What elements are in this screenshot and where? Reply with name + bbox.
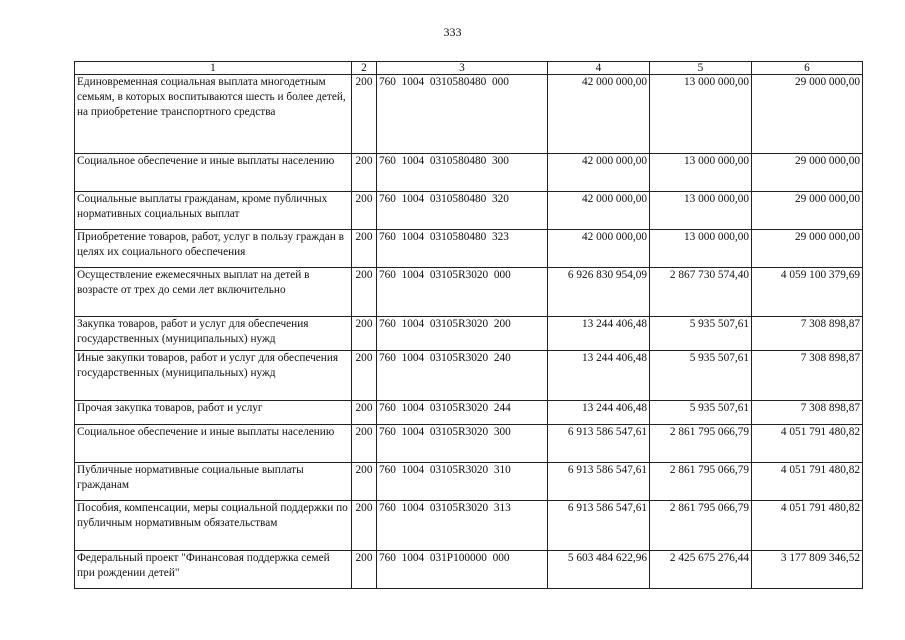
table-row bbox=[75, 268, 863, 317]
amount-col5: 13 000 000,00 bbox=[650, 230, 752, 268]
code-col2: 200 bbox=[352, 401, 377, 425]
amount-col6: 4 051 791 480,82 bbox=[752, 425, 863, 463]
table-row bbox=[75, 425, 863, 463]
code-col2: 200 bbox=[352, 268, 377, 317]
item-name: Социальные выплаты гражданам, кроме публичных нормативных социальных выплат bbox=[75, 192, 352, 230]
amount-col4: 13 244 406,48 bbox=[548, 351, 650, 401]
code-col2: 200 bbox=[352, 230, 377, 268]
amount-col5: 5 935 507,61 bbox=[650, 401, 752, 425]
amount-col6: 7 308 898,87 bbox=[752, 401, 863, 425]
budget-code: 760 1004 03105R3020 313 bbox=[377, 501, 548, 551]
amount-col5: 2 861 795 066,79 bbox=[650, 501, 752, 551]
column-header: 4 bbox=[548, 62, 650, 75]
table-row bbox=[75, 463, 863, 501]
amount-col5: 2 861 795 066,79 bbox=[650, 425, 752, 463]
code-col2: 200 bbox=[352, 154, 377, 192]
amount-col4: 42 000 000,00 bbox=[548, 75, 650, 154]
amount-col5: 2 861 795 066,79 bbox=[650, 463, 752, 501]
column-header: 5 bbox=[650, 62, 752, 75]
amount-col6: 29 000 000,00 bbox=[752, 192, 863, 230]
page-number: 333 bbox=[443, 25, 462, 39]
budget-code: 760 1004 0310580480 000 bbox=[377, 75, 548, 154]
code-col2: 200 bbox=[352, 317, 377, 351]
code-col2: 200 bbox=[352, 425, 377, 463]
column-header: 3 bbox=[377, 62, 548, 75]
table-row bbox=[75, 317, 863, 351]
amount-col6: 29 000 000,00 bbox=[752, 154, 863, 192]
amount-col4: 6 926 830 954,09 bbox=[548, 268, 650, 317]
table-row bbox=[75, 192, 863, 230]
code-col2: 200 bbox=[352, 75, 377, 154]
amount-col5: 5 935 507,61 bbox=[650, 351, 752, 401]
budget-code: 760 1004 0310580480 300 bbox=[377, 154, 548, 192]
budget-code: 760 1004 0310580480 323 bbox=[377, 230, 548, 268]
item-name: Приобретение товаров, работ, услуг в пользу граждан в целях их социального обеспечения bbox=[75, 230, 352, 268]
amount-col6: 7 308 898,87 bbox=[752, 351, 863, 401]
amount-col5: 2 425 675 276,44 bbox=[650, 551, 752, 589]
code-col2: 200 bbox=[352, 463, 377, 501]
item-name: Публичные нормативные социальные выплаты гражданам bbox=[75, 463, 352, 501]
budget-code: 760 1004 03105R3020 240 bbox=[377, 351, 548, 401]
code-col2: 200 bbox=[352, 501, 377, 551]
amount-col4: 42 000 000,00 bbox=[548, 230, 650, 268]
amount-col4: 42 000 000,00 bbox=[548, 192, 650, 230]
amount-col6: 4 051 791 480,82 bbox=[752, 501, 863, 551]
code-col2: 200 bbox=[352, 551, 377, 589]
code-col2: 200 bbox=[352, 192, 377, 230]
table-row bbox=[75, 551, 863, 589]
table-row bbox=[75, 75, 863, 154]
header-row bbox=[75, 62, 863, 75]
item-name: Закупка товаров, работ и услуг для обеспечения государственных (муниципальных) нужд bbox=[75, 317, 352, 351]
column-header: 6 bbox=[752, 62, 863, 75]
table-row bbox=[75, 501, 863, 551]
amount-col5: 13 000 000,00 bbox=[650, 75, 752, 154]
item-name: Социальное обеспечение и иные выплаты населению bbox=[75, 425, 352, 463]
budget-code: 760 1004 03105R3020 200 bbox=[377, 317, 548, 351]
budget-code: 760 1004 03105R3020 300 bbox=[377, 425, 548, 463]
amount-col4: 6 913 586 547,61 bbox=[548, 425, 650, 463]
amount-col4: 5 603 484 622,96 bbox=[548, 551, 650, 589]
budget-code: 760 1004 031P100000 000 bbox=[377, 551, 548, 589]
table-row bbox=[75, 230, 863, 268]
amount-col4: 6 913 586 547,61 bbox=[548, 501, 650, 551]
amount-col6: 4 051 791 480,82 bbox=[752, 463, 863, 501]
item-name: Прочая закупка товаров, работ и услуг bbox=[75, 401, 352, 425]
amount-col6: 29 000 000,00 bbox=[752, 230, 863, 268]
budget-code: 760 1004 0310580480 320 bbox=[377, 192, 548, 230]
amount-col4: 13 244 406,48 bbox=[548, 401, 650, 425]
item-name: Социальное обеспечение и иные выплаты населению bbox=[75, 154, 352, 192]
code-col2: 200 bbox=[352, 351, 377, 401]
table-row bbox=[75, 154, 863, 192]
budget-code: 760 1004 03105R3020 000 bbox=[377, 268, 548, 317]
table-row bbox=[75, 351, 863, 401]
item-name: Федеральный проект "Финансовая поддержка семей при рождении детей" bbox=[75, 551, 352, 589]
amount-col6: 29 000 000,00 bbox=[752, 75, 863, 154]
amount-col6: 7 308 898,87 bbox=[752, 317, 863, 351]
amount-col5: 5 935 507,61 bbox=[650, 317, 752, 351]
column-header: 1 bbox=[75, 62, 352, 75]
amount-col4: 42 000 000,00 bbox=[548, 154, 650, 192]
amount-col6: 4 059 100 379,69 bbox=[752, 268, 863, 317]
budget-table bbox=[74, 61, 863, 589]
item-name: Единовременная социальная выплата многодетным семьям, в которых воспитываются шесть и более детей, на приобретение транспортного средства bbox=[75, 75, 352, 154]
budget-code: 760 1004 03105R3020 244 bbox=[377, 401, 548, 425]
item-name: Иные закупки товаров, работ и услуг для обеспечения государственных (муниципальных) нужд bbox=[75, 351, 352, 401]
budget-code: 760 1004 03105R3020 310 bbox=[377, 463, 548, 501]
amount-col4: 6 913 586 547,61 bbox=[548, 463, 650, 501]
amount-col5: 13 000 000,00 bbox=[650, 192, 752, 230]
table-row bbox=[75, 401, 863, 425]
amount-col6: 3 177 809 346,52 bbox=[752, 551, 863, 589]
amount-col5: 13 000 000,00 bbox=[650, 154, 752, 192]
amount-col5: 2 867 730 574,40 bbox=[650, 268, 752, 317]
amount-col4: 13 244 406,48 bbox=[548, 317, 650, 351]
item-name: Осуществление ежемесячных выплат на детей в возрасте от трех до семи лет включительно bbox=[75, 268, 352, 317]
item-name: Пособия, компенсации, меры социальной поддержки по публичным нормативным обязательствам bbox=[75, 501, 352, 551]
column-header: 2 bbox=[352, 62, 377, 75]
